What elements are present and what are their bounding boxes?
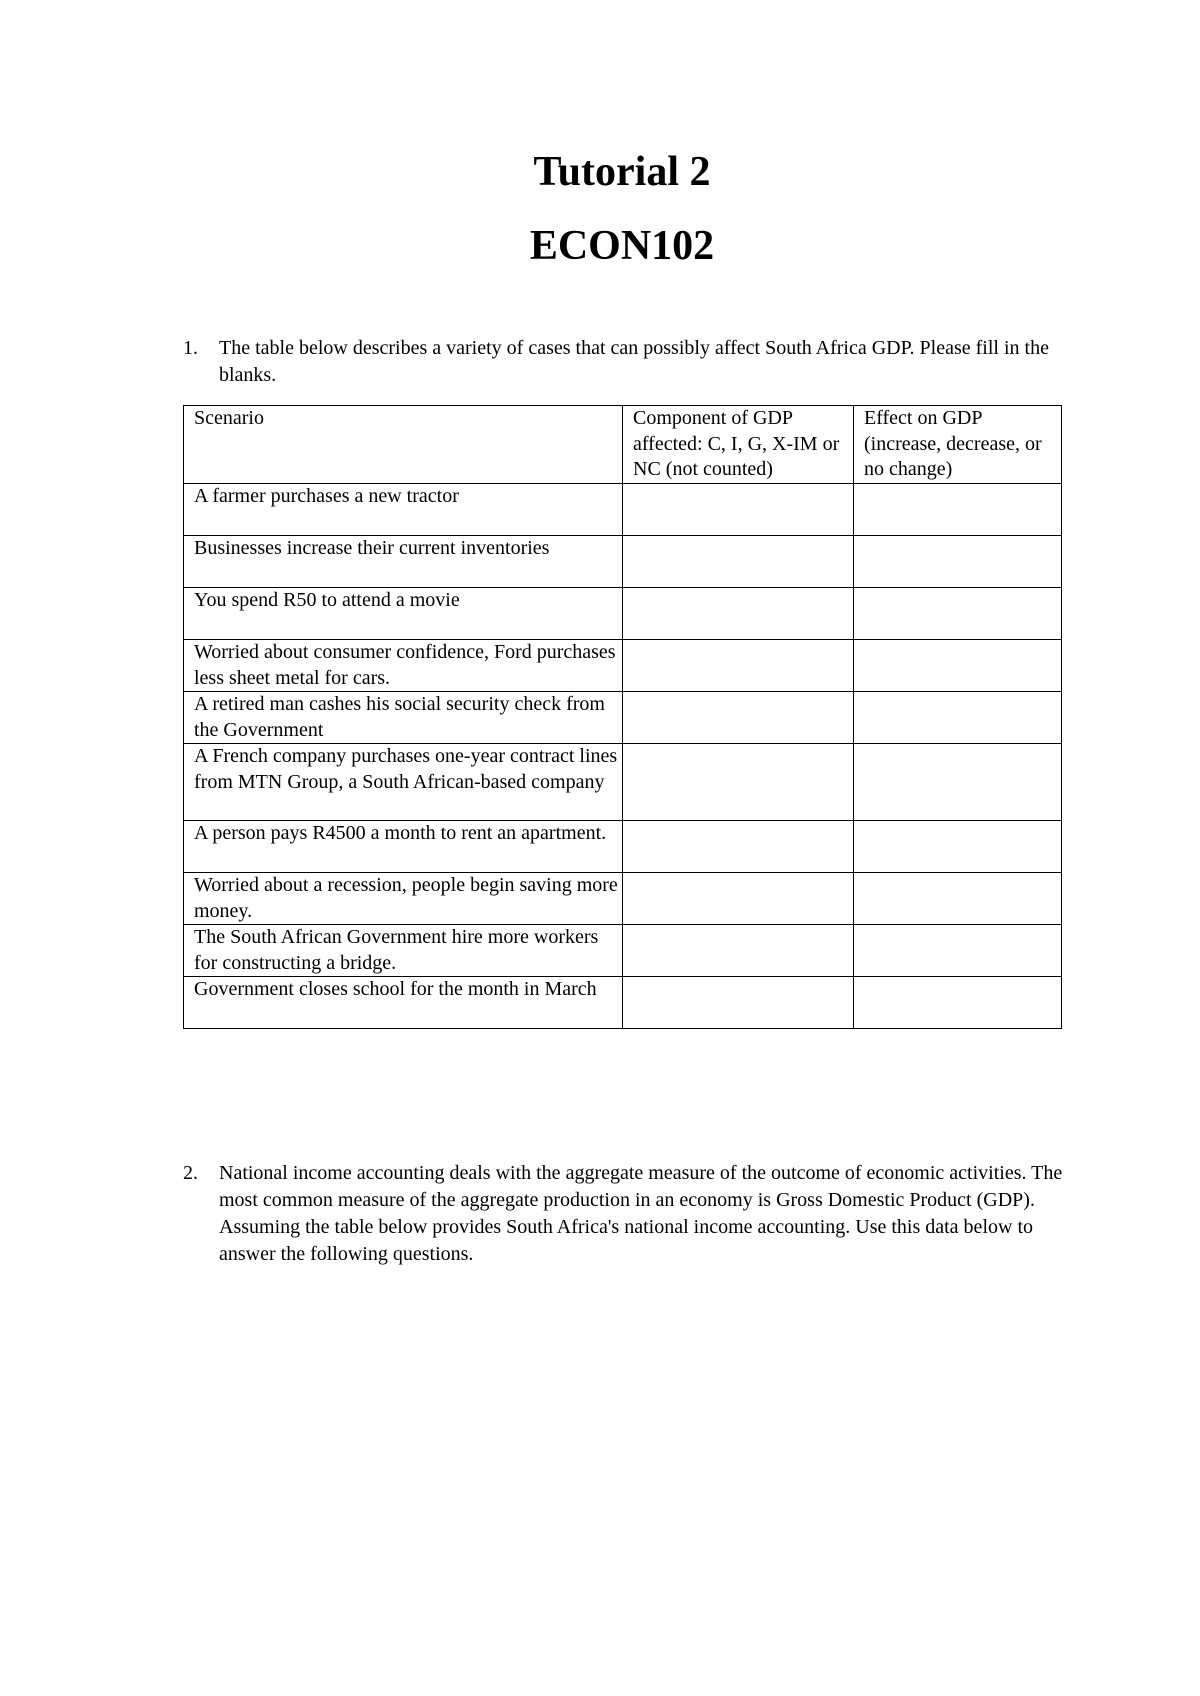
component-cell[interactable]: [623, 692, 854, 744]
table-row: [184, 873, 1062, 925]
scenario-cell: A French company purchases one-year contract lines from MTN Group, a South African-based company: [184, 744, 623, 821]
scenario-cell: The South African Government hire more workers for constructing a bridge.: [184, 925, 623, 977]
effect-cell[interactable]: [854, 744, 1062, 821]
effect-cell[interactable]: [854, 692, 1062, 744]
question-1-number: 1.: [183, 337, 198, 359]
question-1: [183, 335, 1063, 389]
scenario-cell: A retired man cashes his social security check from the Government: [184, 692, 623, 744]
effect-cell[interactable]: [854, 873, 1062, 925]
component-cell[interactable]: [623, 588, 854, 640]
gdp-components-table: [183, 405, 1062, 1029]
question-1-text: The table below describes a variety of cases that can possibly affect South Africa GDP. Please fill in the blanks.: [219, 337, 1049, 386]
table-row: [184, 744, 1062, 821]
table-row: [184, 925, 1062, 977]
effect-cell[interactable]: [854, 484, 1062, 536]
component-cell[interactable]: [623, 977, 854, 1029]
table-row: [184, 977, 1062, 1029]
scenario-cell: Government closes school for the month in March: [184, 977, 623, 1029]
component-cell[interactable]: [623, 640, 854, 692]
table-row: [184, 536, 1062, 588]
table-row: [184, 692, 1062, 744]
component-cell[interactable]: [623, 873, 854, 925]
effect-cell[interactable]: [854, 536, 1062, 588]
question-2-number: 2.: [183, 1162, 198, 1184]
component-cell[interactable]: [623, 744, 854, 821]
scenario-cell: Businesses increase their current inventories: [184, 536, 623, 588]
scenario-cell: A person pays R4500 a month to rent an apartment.: [184, 821, 623, 873]
header-component: Component of GDP affected: C, I, G, X-IM or NC (not counted): [623, 406, 854, 484]
table-header-row: [184, 406, 1062, 484]
scenario-cell: Worried about consumer confidence, Ford purchases less sheet metal for cars.: [184, 640, 623, 692]
effect-cell[interactable]: [854, 821, 1062, 873]
table-row: [184, 588, 1062, 640]
course-code: ECON102: [529, 223, 715, 269]
component-cell[interactable]: [623, 821, 854, 873]
question-2-text: National income accounting deals with the aggregate measure of the outcome of economic activities. The most common measure of the aggregate production in an economy is Gross Domestic Product (GDP). Assuming the table below provides South Africa's national income accounting. Use this data below to answer the following questions.: [219, 1162, 1063, 1265]
page-title: Tutorial 2: [533, 149, 711, 195]
header-scenario: Scenario: [184, 406, 623, 484]
table-row: [184, 821, 1062, 873]
component-cell[interactable]: [623, 484, 854, 536]
header-effect: Effect on GDP (increase, decrease, or no change): [854, 406, 1062, 484]
scenario-cell: Worried about a recession, people begin saving more money.: [184, 873, 623, 925]
component-cell[interactable]: [623, 536, 854, 588]
effect-cell[interactable]: [854, 925, 1062, 977]
effect-cell[interactable]: [854, 588, 1062, 640]
component-cell[interactable]: [623, 925, 854, 977]
table-row: [184, 640, 1062, 692]
table-row: [184, 484, 1062, 536]
scenario-cell: A farmer purchases a new tractor: [184, 484, 623, 536]
scenario-cell: You spend R50 to attend a movie: [184, 588, 623, 640]
effect-cell[interactable]: [854, 977, 1062, 1029]
question-2: [183, 1160, 1063, 1268]
effect-cell[interactable]: [854, 640, 1062, 692]
